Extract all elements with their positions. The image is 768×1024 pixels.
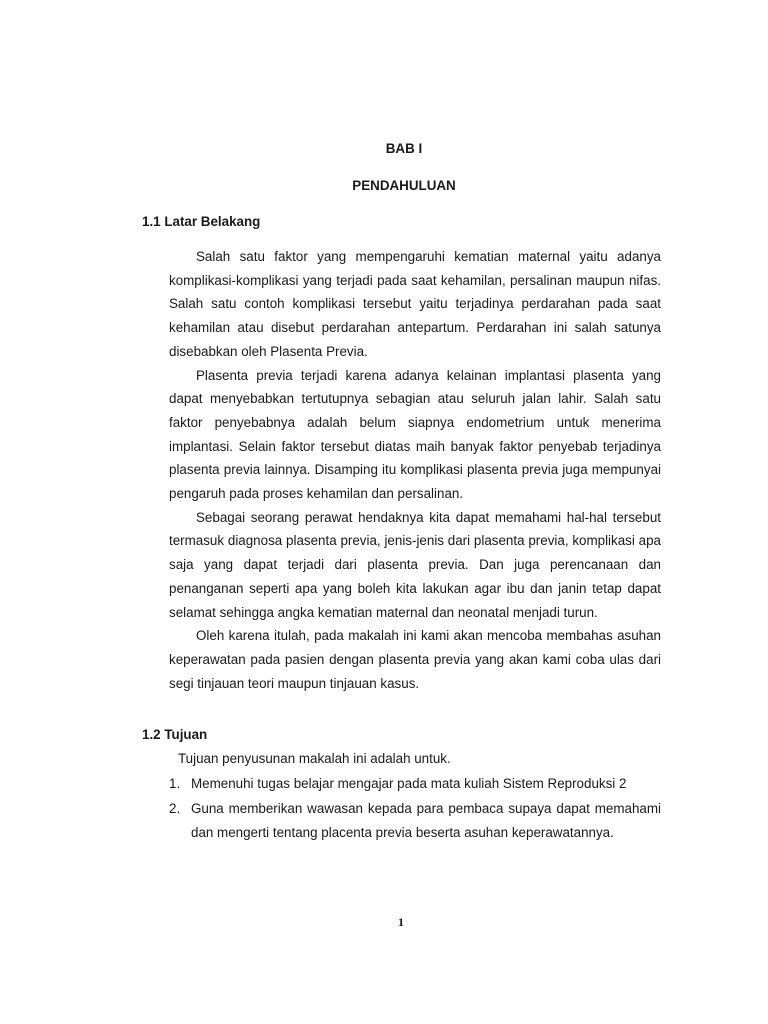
- list-item-text: Guna memberikan wawasan kepada para pembaca supaya dapat memahami dan mengerti tentang placenta previa beserta asuhan keperawatannya.: [191, 800, 661, 840]
- page-number: 1: [398, 915, 404, 929]
- section-heading-tujuan: 1.2 Tujuan: [142, 727, 208, 742]
- paragraph: Salah satu faktor yang mempengaruhi kematian maternal yaitu adanya komplikasi-komplikasi yang terjadi pada saat kehamilan, persalinan maupun nifas. Salah satu contoh komplikasi tersebut yaitu terjadinya perdarahan pada saat kehamilan atau disebut perdarahan antepartum. Perdarahan ini salah satunya disebabkan oleh Plasenta Previa.: [169, 249, 661, 359]
- chapter-label: BAB I: [385, 141, 423, 156]
- list-item: [169, 772, 661, 797]
- section-intro-tujuan: Tujuan penyusunan makalah ini adalah untuk.: [178, 751, 451, 766]
- tujuan-list: [169, 772, 661, 846]
- list-item-number: 2.: [169, 800, 181, 816]
- paragraph: Oleh karena itulah, pada makalah ini kami akan mencoba membahas asuhan keperawatan pada pasien dengan plasenta previa yang akan kami coba ulas dari segi tinjauan teori maupun tinjauan kasus.: [169, 628, 661, 691]
- paragraph: Plasenta previa terjadi karena adanya kelainan implantasi plasenta yang dapat menyebabkan tertutupnya sebagian atau seluruh jalan lahir. Salah satu faktor penyebabnya adalah belum siapnya endometrium untuk menerima implantasi. Selain faktor tersebut diatas maih banyak faktor penyebab terjadinya plasenta previa lainnya. Disamping itu komplikasi plasenta previa juga mempunyai pengaruh pada proses kehamilan dan persalinan.: [169, 367, 661, 502]
- chapter-title: PENDAHULUAN: [352, 178, 456, 193]
- section-body-latar-belakang: [169, 245, 661, 695]
- paragraph: Sebagai seorang perawat hendaknya kita dapat memahami hal-hal tersebut termasuk diagnosa plasenta previa, jenis-jenis dari plasenta previa, komplikasi apa saja yang dapat terjadi dari plasenta previa. Dan juga perencanaan dan penanganan seperti apa yang boleh kita lakukan agar ibu dan janin tetap dapat selamat sehingga angka kematian maternal dan neonatal menjadi turun.: [169, 509, 661, 620]
- list-item-number: 1.: [169, 776, 181, 791]
- section-heading-latar-belakang: 1.1 Latar Belakang: [142, 214, 261, 229]
- list-item: [169, 797, 661, 846]
- list-item-text: Memenuhi tugas belajar mengajar pada mata kuliah Sistem Reproduksi 2: [191, 776, 627, 791]
